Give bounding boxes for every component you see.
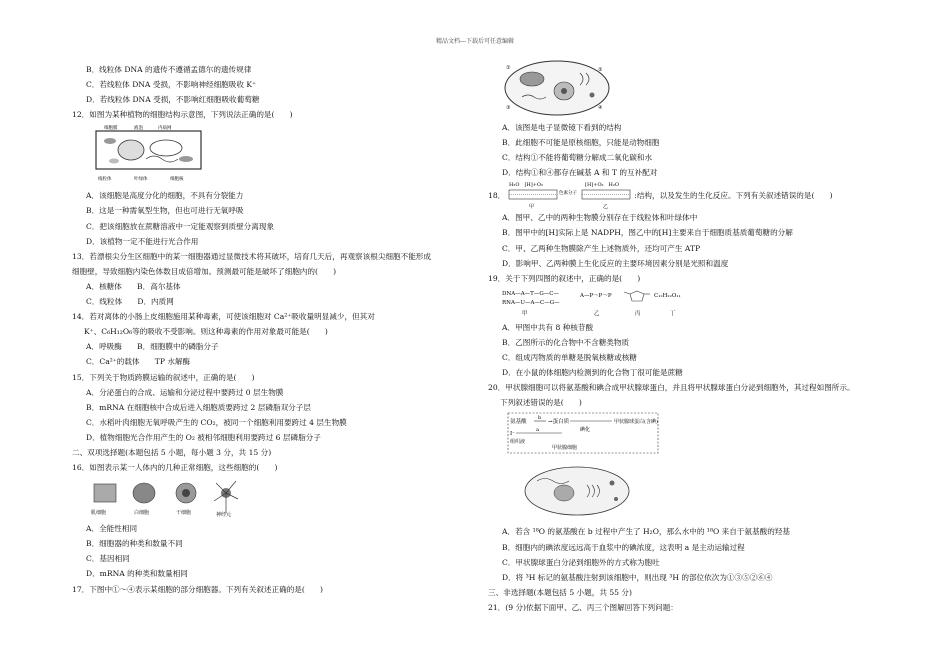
question-text: 二、双项选择题(本题包括 5 小题，每小题 3 分，共 15 分) xyxy=(72,447,272,457)
answer-option: C．甲状腺球蛋白分泌到细胞外的方式称为胞吐 xyxy=(502,557,660,567)
answer-option: D．结构①和④都存在碱基 A 和 T 的互补配对 xyxy=(502,168,658,178)
answer-option: D．该植物一定不能进行光合作用 xyxy=(86,236,199,246)
answer-option: A．分泌蛋白的合成、运输和分泌过程中要跨过 0 层生物膜 xyxy=(86,387,284,397)
svg-text:[H]+O₂ H₂O: [H]+O₂ H₂O xyxy=(585,182,620,189)
question-text: 17．下图中①～④表示某细胞的部分细胞器。下列有关叙述正确的是( ) xyxy=(72,584,323,594)
answer-option: D．植物细胞光合作用产生的 O₂ 被相邻细胞利用要跨过 6 层磷脂分子 xyxy=(86,432,321,442)
answer-option: D．若线粒体 DNA 受损，不影响红细胞吸收葡萄糖 xyxy=(86,95,260,105)
question-text: 12．如图为某种植物的细胞结构示意图，下列说法正确的是( ) xyxy=(72,110,293,120)
answer-option: A．甲图中共有 8 种核苷酸 xyxy=(502,322,594,332)
svg-text:丙: 丙 xyxy=(635,310,641,317)
answer-option: A．该细胞是高度分化的细胞，不具有分裂能力 xyxy=(86,191,244,201)
svg-text:H₂O [H]+O₂: H₂O [H]+O₂ xyxy=(509,182,544,189)
answer-option: A．呼吸酶 B．细胞膜中的磷脂分子 xyxy=(86,342,219,352)
answer-option: B．乙图所示的化合物中不含糖类物质 xyxy=(502,337,630,347)
question-text: K⁺、C₆H₁₂O₆等的吸收不受影响。则这种毒素的作用对象最可能是( ) xyxy=(84,327,328,337)
answer-option: B．线粒体 DNA 的遗传不遵循孟德尔的遗传规律 xyxy=(86,65,252,74)
svg-text:色素分子: 色素分子 xyxy=(559,191,578,197)
question-text: 下列叙述错误的是( ) xyxy=(500,398,582,408)
svg-text:甲: 甲 xyxy=(529,204,535,211)
svg-text:甲状腺细胞: 甲状腺细胞 xyxy=(552,445,578,452)
svg-text:甲: 甲 xyxy=(522,310,528,317)
svg-text:碘化: 碘化 xyxy=(580,427,591,434)
answer-option: A．若含 ¹⁸O 的氨基酸在 b 过程中产生了 H₂O，那么水中的 ¹⁸O 来自于氨基酸的羟基 xyxy=(502,527,790,537)
membrane-figure xyxy=(507,180,632,210)
question-text: 16．如图表示某一人体内的几种正常细胞，这些细胞的( ) xyxy=(72,463,278,473)
question-text: 15．下列关于物质跨膜运输的叙述中，正确的是( ) xyxy=(72,372,255,382)
svg-text:丁: 丁 xyxy=(670,310,676,317)
answer-option: C．甲、乙两种生物膜除产生上述物质外，还均可产生 ATP xyxy=(502,243,701,253)
svg-text:DNA—A—T—G—C—: DNA—A—T—G—C— xyxy=(502,290,559,297)
svg-text:内质网: 内质网 xyxy=(158,126,172,132)
answer-option: B．这是一种需氧型生物，但也可进行无氧呼吸 xyxy=(86,206,244,216)
svg-text:乙: 乙 xyxy=(594,310,600,317)
left-column xyxy=(72,62,472,597)
answer-option: D．将 ³H 标记的氨基酸注射到该细胞中，则出现 ³H 的部位依次为①③⑤②⑥④ xyxy=(502,572,773,582)
svg-text:氨基酸: 氨基酸 xyxy=(510,419,527,426)
question-text: 14．若对离体的小肠上皮细胞施用某种毒素，可使该细胞对 Ca²⁺吸收量明显减少，但其对 xyxy=(72,312,375,322)
question-text: 三、非选择题(本题包括 5 小题，共 55 分) xyxy=(488,587,632,597)
question-text: 13．若漂根尖分生区细胞中的某一细胞器通过显微技术将其破坏，培育几天后，再观察该根尖细胞不能形成 xyxy=(72,251,431,261)
svg-text:液泡: 液泡 xyxy=(134,126,143,132)
human-cells-figure xyxy=(86,476,472,518)
question-text: 21．(9 分)依据下面甲、乙、丙三个图解回答下列问题： xyxy=(488,602,678,612)
answer-option: C．水稻叶肉细胞无氧呼吸产生的 CO₂，被同一个细胞利用要跨过 4 层生物膜 xyxy=(86,417,347,427)
answer-option: C．Ca²⁺的载体 TP 水解酶 xyxy=(86,357,191,367)
question-text: 20．甲状腺细胞可以将氨基酸和碘合成甲状腺球蛋白，并且将甲状腺球蛋白分泌到细胞外，其过程如图所示。 xyxy=(488,383,855,393)
organelles-figure xyxy=(502,59,888,117)
svg-text:干细胞: 干细胞 xyxy=(176,510,192,517)
svg-text:神经元: 神经元 xyxy=(216,512,232,519)
svg-text:叶绿体: 叶绿体 xyxy=(134,177,148,183)
svg-text:①: ① xyxy=(506,65,511,71)
svg-text:组织液: 组织液 xyxy=(510,439,526,446)
answer-option: C．若线粒体 DNA 受损，不影响神经细胞吸收 K⁺ xyxy=(86,80,257,90)
answer-option: A．核糖体 B．高尔基体 xyxy=(86,281,181,291)
svg-text:A—P～P～P: A—P～P～P xyxy=(580,292,612,299)
answer-option: B．细胞器的种类和数量不同 xyxy=(86,539,183,549)
question-text: 19．关于下列四图的叙述中，正确的是( ) xyxy=(488,273,641,283)
answer-option: C．组成丙物质的单糖是脱氧核糖或核糖 xyxy=(502,353,637,363)
plant-cell-figure xyxy=(86,123,472,185)
q18-row: 18． H₂O [H]+O₂ [H]+O₂ H₂O 色素分子 甲 乙 :结构，以及发生的生化反应。下列有关叙述错误的是( ) xyxy=(488,182,833,211)
answer-option: D．影响甲、乙两种膜上生化反应的主要环境因素分别是光照和温度 xyxy=(502,258,729,268)
thyroid-process-figure xyxy=(502,411,888,521)
answer-option: A．图甲、乙中的两种生物膜分别存在于线粒体和叶绿体中 xyxy=(502,213,698,223)
svg-text:④: ④ xyxy=(598,105,603,111)
answer-option: B．mRNA 在细胞核中合成后进入细胞质要跨过 2 层磷脂双分子层 xyxy=(86,402,311,412)
svg-text:③: ③ xyxy=(506,105,511,111)
answer-option: C．结构①不能将葡萄糖分解成二氧化碳和水 xyxy=(502,153,653,163)
right-column xyxy=(488,58,888,615)
svg-text:b: b xyxy=(538,415,542,422)
svg-text:RNA—U—A—C—G—: RNA—U—A—C—G— xyxy=(502,299,560,306)
svg-text:甲状腺球蛋白(含碘): 甲状腺球蛋白(含碘) xyxy=(614,419,658,426)
answer-option: C．基因相同 xyxy=(86,554,130,564)
svg-text:a: a xyxy=(536,427,539,434)
answer-option: D．在小鼠的体细胞内检测到的化合物丁很可能是蔗糖 xyxy=(502,368,683,378)
svg-text:白细胞: 白细胞 xyxy=(134,510,150,517)
answer-option: A．全能性相同 xyxy=(86,524,138,534)
question-text: 细胞壁，导致细胞内染色体数目成倍增加。预测最可能是破坏了细胞内的( ) xyxy=(72,266,337,276)
answer-option: C．线粒体 D．内质网 xyxy=(86,297,174,307)
svg-text:线粒体: 线粒体 xyxy=(98,177,112,183)
answer-option: B．此细胞不可能是原核细胞，只能是动物细胞 xyxy=(502,138,660,148)
answer-option: A．该图是电子显微镜下看到的结构 xyxy=(502,123,622,132)
svg-text:C₁₂H₂₂O₁₁: C₁₂H₂₂O₁₁ xyxy=(654,292,681,299)
svg-text:→蛋白质: →蛋白质 xyxy=(548,419,570,426)
nucleus-shape xyxy=(118,140,144,160)
page-header: 精品文档---下载后可任意编辑 xyxy=(435,38,515,45)
svg-text:细胞核: 细胞核 xyxy=(170,177,184,183)
svg-text:②: ② xyxy=(598,67,603,73)
svg-text:乙: 乙 xyxy=(603,204,609,211)
answer-option: B．细胞内的碘浓度远远高于血浆中的碘浓度，这表明 a 是主动运输过程 xyxy=(502,542,745,552)
svg-text:肌细胞: 肌细胞 xyxy=(91,510,107,517)
svg-text:细胞膜: 细胞膜 xyxy=(104,126,118,132)
answer-option: C．把该细胞放在蔗糖溶液中一定能观察到质壁分离现象 xyxy=(86,221,275,231)
svg-text:I⁻: I⁻ xyxy=(510,431,516,438)
answer-option: D．mRNA 的种类和数量相同 xyxy=(86,569,188,579)
four-compounds-figure xyxy=(502,287,888,317)
answer-option: B．图甲中的[H]实际上是 NADPH，图乙中的[H]主要来自于细胞质基质葡萄糖的分解 xyxy=(502,228,793,238)
